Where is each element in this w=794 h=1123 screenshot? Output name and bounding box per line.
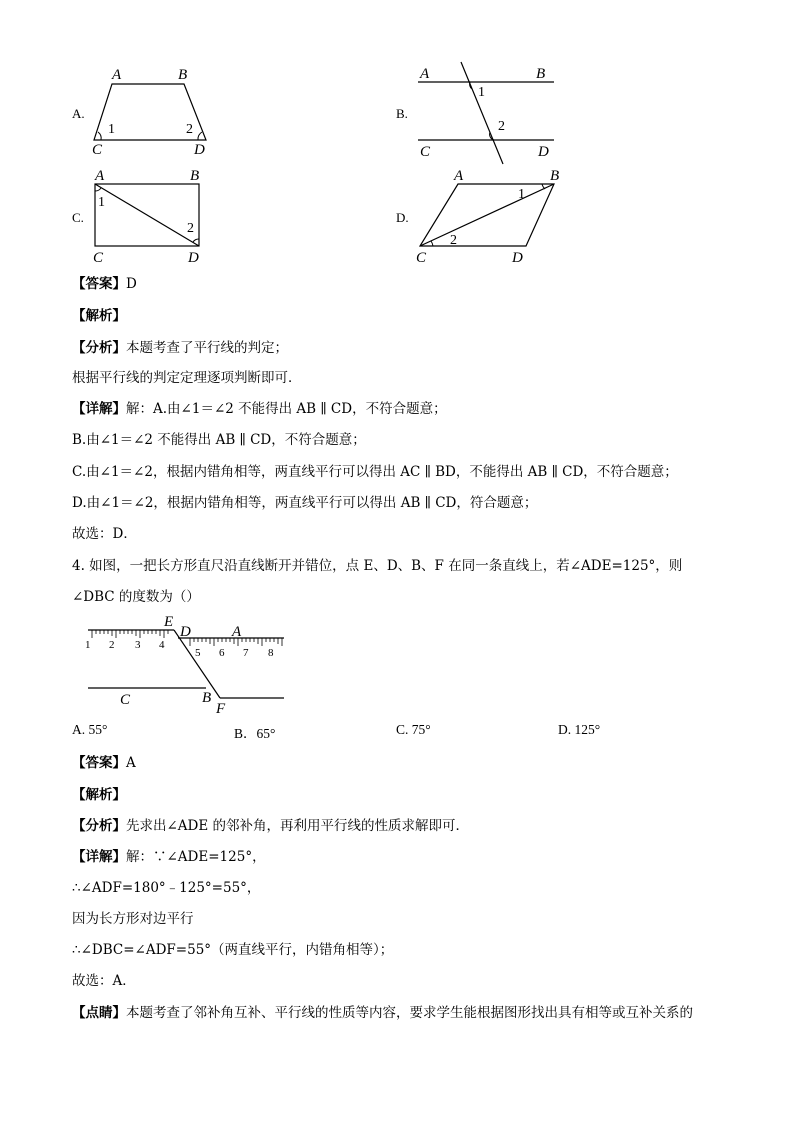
- point-b-label: B: [178, 67, 188, 83]
- choice-c: C. 75°: [396, 722, 431, 737]
- option-a-label: A.: [72, 106, 85, 121]
- q4-stem-line-1: 4. 如图，一把长方形直尺沿直线断开并错位，点 E、D、B、F 在同一条直线上，若∠ADE=125°，则: [72, 558, 683, 574]
- q4-dianjing-line: 【点睛】本题考查了邻补角互补、平行线的性质等内容，要求学生能根据图形找出具有相等或互补关系的: [72, 1005, 693, 1021]
- q3-detail-line-4: D.由∠1＝∠2，根据内错角相等，两直线平行可以得出 AB ∥ CD，符合题意；: [72, 495, 538, 511]
- q3-analysis-tag: 【解析】: [72, 308, 126, 324]
- detail-tag: 【详解】: [72, 401, 126, 417]
- q4-answer-line: [72, 753, 136, 773]
- q3-fenxi-line: [72, 338, 288, 358]
- svg-text:8: 8: [268, 647, 274, 659]
- svg-text:1: 1: [85, 639, 91, 651]
- point-c-label: C: [416, 250, 427, 266]
- answer-tag: 【答案】: [72, 276, 126, 292]
- point-d-label: D: [512, 250, 523, 266]
- answer-value: D: [126, 276, 137, 292]
- point-a-label: A: [454, 168, 464, 184]
- svg-text:7: 7: [243, 647, 249, 659]
- angle-1-label: 1: [518, 187, 525, 202]
- figure-broken-ruler: [80, 614, 290, 714]
- point-a-label: A: [420, 66, 430, 82]
- figure-option-c: [88, 164, 218, 268]
- q3-detail-line-3: C.由∠1＝∠2，根据内错角相等，两直线平行可以得出 AC ∥ BD，不能得出 AB ∥ CD，不符合题意；: [72, 464, 678, 480]
- q4-conclusion: 故选：A．: [72, 973, 136, 989]
- q3-conclusion: 故选：D．: [72, 526, 137, 542]
- point-b-label: B: [202, 690, 212, 706]
- point-f-label: F: [216, 701, 226, 714]
- svg-text:3: 3: [135, 639, 141, 651]
- point-b-label: B: [190, 168, 200, 184]
- dianjing-tag: 【点睛】: [72, 1005, 126, 1021]
- angle-1-label: 1: [478, 85, 485, 100]
- q3-answer-line: [72, 274, 137, 294]
- q4-detail-line-2: ∴∠ADF=180°﹣125°=55°，: [72, 880, 261, 896]
- fenxi-tag: 【分析】: [72, 340, 126, 356]
- q3-detail-line-2: B.由∠1＝∠2 不能得出 AB ∥ CD，不符合题意；: [72, 432, 366, 448]
- point-d-label: D: [194, 142, 205, 158]
- point-b-label: B: [536, 66, 546, 82]
- svg-text:4: 4: [159, 639, 165, 651]
- point-c-label: C: [93, 250, 104, 266]
- q4-detail-line-3: 因为长方形对边平行: [72, 911, 194, 927]
- angle-1-label: 1: [108, 122, 115, 137]
- point-e-label: E: [164, 614, 174, 630]
- choice-b: B．65°: [234, 726, 276, 741]
- angle-2-label: 2: [187, 221, 194, 236]
- point-a-label: A: [232, 624, 242, 640]
- fenxi-text: 先求出∠ADE 的邻补角，再利用平行线的性质求解即可．: [126, 818, 470, 834]
- q4-fenxi-line: [72, 816, 469, 836]
- point-c-label: C: [120, 692, 131, 708]
- fenxi-tag: 【分析】: [72, 818, 126, 834]
- point-d-label: D: [538, 144, 549, 160]
- svg-text:2: 2: [109, 639, 115, 651]
- svg-text:6: 6: [219, 647, 225, 659]
- point-d-label: D: [188, 250, 199, 266]
- point-a-label: A: [112, 67, 122, 83]
- figure-option-b: [414, 60, 564, 166]
- figure-option-d: [414, 164, 574, 268]
- point-c-label: C: [92, 142, 103, 158]
- option-c-label: C.: [72, 210, 84, 225]
- svg-text:5: 5: [195, 647, 201, 659]
- point-d-label: D: [180, 624, 191, 640]
- q4-analysis-tag: 【解析】: [72, 787, 126, 803]
- answer-tag: 【答案】: [72, 755, 126, 771]
- q3-fenxi-line-2: 根据平行线的判定定理逐项判断即可．: [72, 370, 302, 386]
- choice-d: D. 125°: [558, 722, 601, 737]
- detail-tag: 【详解】: [72, 849, 126, 865]
- figure-option-a: [88, 62, 218, 158]
- angle-2-label: 2: [498, 119, 505, 134]
- option-d-label: D.: [396, 210, 409, 225]
- point-c-label: C: [420, 144, 431, 160]
- q4-detail-line-1: 【详解】解：∵∠ADE=125°，: [72, 849, 266, 865]
- q4-stem-line-2: ∠DBC 的度数为（）: [72, 589, 200, 605]
- choice-a: A. 55°: [72, 722, 108, 737]
- angle-1-label: 1: [98, 195, 105, 210]
- fenxi-text: 本题考查了平行线的判定；: [126, 340, 288, 356]
- q3-detail-line-1: 【详解】解：A.由∠1＝∠2 不能得出 AB ∥ CD，不符合题意；: [72, 401, 447, 417]
- point-a-label: A: [95, 168, 105, 184]
- point-b-label: B: [550, 168, 560, 184]
- q4-detail-line-4: ∴∠DBC=∠ADF=55°（两直线平行，内错角相等）；: [72, 942, 394, 958]
- angle-2-label: 2: [450, 233, 457, 248]
- option-b-label: B.: [396, 106, 408, 121]
- answer-value: A: [126, 755, 136, 771]
- angle-2-label: 2: [186, 122, 193, 137]
